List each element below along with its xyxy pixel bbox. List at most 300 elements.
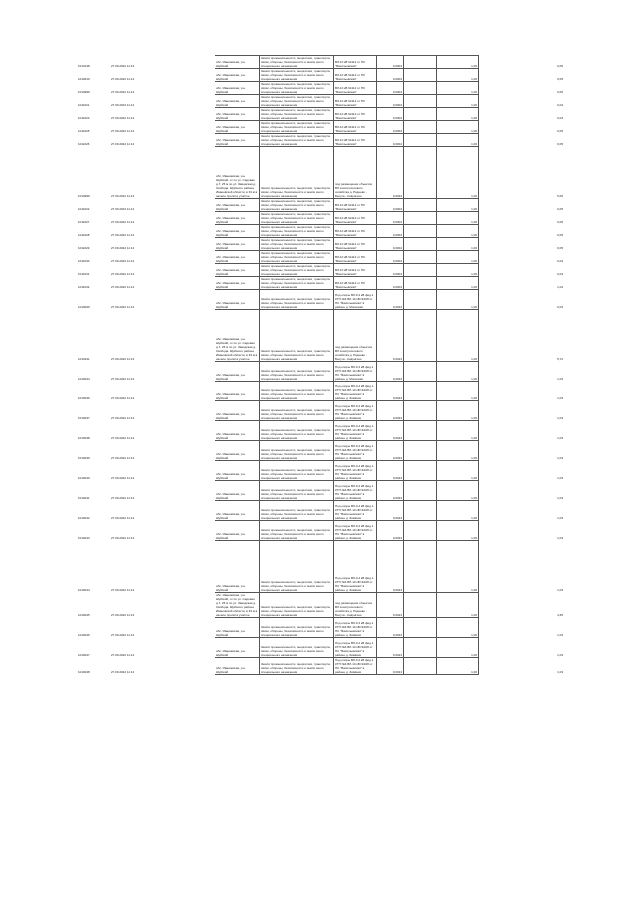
table-row — [77, 401, 565, 421]
cell-comment: под размещение объектов ВЛ электросетевого хозяйства д. Ряднево - Белуга - Ковригино — [334, 147, 377, 199]
cell-land-type: Земли промышленности, энергетики, транспорта, связи, обороны, безопасности и земли иного специального назначения — [260, 401, 334, 421]
cell-area: 0,0024 — [377, 310, 404, 362]
cell-id: 1011025 — [78, 129, 90, 133]
cell-comment: ВЛ-10 кВ №112 от ПС "Васильевская" — [334, 95, 377, 108]
cell-area: 0,0024 — [377, 147, 404, 199]
cell-empty — [152, 401, 215, 421]
cell-address: обл. Ивановская, р-н Шуйский — [215, 134, 260, 147]
cell-empty — [152, 421, 215, 441]
cell-land-type: Земли промышленности, энергетики, транспорта, связи, обороны, безопасности и земли иного специального назначения — [260, 134, 334, 147]
cell-empty — [479, 638, 516, 658]
cell-address: обл. Ивановская, р-н Шуйский — [215, 441, 260, 461]
cell-empty — [152, 225, 215, 238]
cell-comment: Под опоры ВЛ-0,4 кВ фид.1 КТП №4 ВЛ-10 кВ №108 от ПС "Васильевская" в районе д. Зимёнки — [334, 421, 377, 441]
cell-address: обл. Ивановская, р-н Шуйский — [215, 541, 260, 593]
cell-date: 27.09.2022 11:14 — [111, 142, 135, 146]
cell-empty — [404, 382, 437, 401]
cell-empty — [404, 541, 437, 593]
cell-address: обл. Ивановская, р-н Шуйский — [215, 56, 260, 69]
cell-id: 1010040 — [78, 476, 90, 480]
cell-address: обл. Ивановская, р-н Шуйский — [215, 95, 260, 108]
table-row — [77, 264, 565, 277]
cell-empty — [152, 82, 215, 95]
cell-date: 27.09.2022 11:14 — [111, 207, 135, 211]
cell-empty — [479, 238, 516, 251]
cell-land-type: Земли промышленности, энергетики, транспорта, связи, обороны, безопасности и земли иного специального назначения — [260, 121, 334, 134]
cell-comment: ВЛ-10 кВ №112 от ПС "Васильевская" — [334, 56, 377, 69]
cell-address: обл. Ивановская, р-н Шуйский, от по ул. Садовая д.7, 25 м по ул. Заводская д. Свобода. Шуйского района Ивановской области, в 33 м в начале пролёта участке — [215, 147, 260, 199]
cell-cost: 1,03 — [557, 536, 563, 540]
table-row — [77, 134, 565, 147]
table-row — [77, 225, 565, 238]
cell-land-type: Земли промышленности, энергетики, транспорта, связи, обороны, безопасности и земли иного специального назначения — [260, 658, 334, 675]
cell-land-type: Земли промышленности, энергетики, транспорта, связи, обороны, безопасности и земли иного специального назначения — [260, 290, 334, 310]
table-row — [77, 421, 565, 441]
table-row — [77, 69, 565, 82]
cell-empty — [404, 56, 437, 69]
cell-address: обл. Ивановская, р-н Шуйский — [215, 501, 260, 521]
cell-land-type: Земли промышленности, энергетики, транспорта, связи, обороны, безопасности и земли иного специального назначения — [260, 212, 334, 225]
cell-area: 0,0004 — [377, 108, 404, 121]
cell-land-type: Земли промышленности, энергетики, транспорта, связи, обороны, безопасности и земли иного специального назначения — [260, 310, 334, 362]
cell-date: 27.09.2022 11:14 — [111, 129, 135, 133]
cell-cost: 1,03 — [557, 516, 563, 520]
cell-date: 27.09.2022 11:14 — [111, 272, 135, 276]
cell-comment: Под опоры ВЛ-0,4 кВ фид.1 КТП №4 ВЛ-10 кВ №108 от ПС "Васильевская" в районе д. Зимёнки — [334, 521, 377, 541]
cell-date: 27.09.2022 11:14 — [111, 670, 135, 674]
cell-land-type: Земли промышленности, энергетики, транспорта, связи, обороны, безопасности и земли иного специального назначения — [260, 251, 334, 264]
cell-id: 1010036 — [78, 396, 90, 400]
cell-id: 1011026 — [78, 142, 90, 146]
cell-address: обл. Ивановская, р-н Шуйский — [215, 382, 260, 401]
table-row — [77, 108, 565, 121]
cell-cost: 1,03 — [557, 670, 563, 674]
cell-address: обл. Ивановская, р-н Шуйский — [215, 251, 260, 264]
cell-land-type: Земли промышленности, энергетики, транспорта, связи, обороны, безопасности и земли иного специального назначения — [260, 421, 334, 441]
cell-area: 0,0004 — [377, 212, 404, 225]
cell-area: 0,0024 — [377, 501, 404, 521]
cell-address: обл. Ивановская, р-н Шуйский — [215, 238, 260, 251]
cell-quantity: 1,00 — [437, 501, 479, 521]
cell-id: 1010138 — [78, 64, 90, 68]
cell-comment: Под опоры ВЛ-0,4 кВ фид.1 КТП №4 ВЛ-10 кВ №108 от ПС "Васильевская" в районе д. Зимёнки — [334, 501, 377, 521]
cell-empty — [404, 264, 437, 277]
cell-cost: 0,05 — [557, 77, 563, 81]
cell-quantity: 1,00 — [437, 264, 479, 277]
cell-quantity: 1,00 — [437, 593, 479, 618]
cell-cost: 1,03 — [557, 456, 563, 460]
cell-address: обл. Ивановская, р-н Шуйский — [215, 82, 260, 95]
cell-land-type: Земли промышленности, энергетики, транспорта, связи, обороны, безопасности и земли иного специального назначения — [260, 199, 334, 212]
cell-comment: ВЛ-10 кВ №112 от ПС "Васильевская" — [334, 277, 377, 290]
cell-quantity: 1,00 — [437, 108, 479, 121]
cell-area: 0,0004 — [377, 225, 404, 238]
cell-empty — [152, 521, 215, 541]
cell-area: 0,0004 — [377, 95, 404, 108]
cell-empty — [404, 501, 437, 521]
cell-id: 1010045 — [78, 613, 90, 617]
cell-id: 1010039 — [78, 456, 90, 460]
cell-comment: ВЛ-10 кВ №112 от ПС "Васильевская" — [334, 134, 377, 147]
registry-table-body — [77, 56, 565, 675]
cell-address: обл. Ивановская, р-н Шуйский — [215, 401, 260, 421]
cell-date: 27.09.2022 11:13 — [111, 64, 135, 68]
cell-quantity: 1,00 — [437, 481, 479, 501]
cell-empty — [479, 212, 516, 225]
table-row — [77, 638, 565, 658]
cell-land-type: Земли промышленности, энергетики, транспорта, связи, обороны, безопасности и земли иного специального назначения — [260, 638, 334, 658]
cell-area: 0,0004 — [377, 121, 404, 134]
cell-land-type: Земли промышленности, энергетики, транспорта, связи, обороны, безопасности и земли иного специального назначения — [260, 69, 334, 82]
cell-area: 0,0024 — [377, 401, 404, 421]
cell-quantity: 1,00 — [437, 238, 479, 251]
cell-empty — [152, 108, 215, 121]
cell-land-type: Земли промышленности, энергетики, транспорта, связи, обороны, безопасности и земли иного специального назначения — [260, 238, 334, 251]
table-row — [77, 95, 565, 108]
cell-address: обл. Ивановская, р-н Шуйский — [215, 225, 260, 238]
table-row — [77, 618, 565, 638]
cell-quantity: 1,00 — [437, 618, 479, 638]
cell-empty — [479, 401, 516, 421]
cell-comment: Под опоры ВЛ-0,4 кВ фид.1 КТП №4 ВЛ-10 кВ №108 от ПС "Васильевская" в районе д. Зимёнки — [334, 461, 377, 481]
cell-area: 0,0004 — [377, 264, 404, 277]
cell-empty — [479, 264, 516, 277]
cell-address: обл. Ивановская, р-н Шуйский — [215, 212, 260, 225]
cell-id: 1010047 — [78, 653, 90, 657]
cell-address: обл. Ивановская, р-н Шуйский — [215, 290, 260, 310]
cell-cost: 0,05 — [557, 129, 563, 133]
cell-cost: 0,05 — [557, 90, 563, 94]
cell-cost: 0,04 — [557, 259, 563, 263]
cell-date: 27.09.2022 11:14 — [111, 456, 135, 460]
cell-empty — [152, 264, 215, 277]
cell-empty — [152, 121, 215, 134]
cell-empty — [404, 147, 437, 199]
cell-empty — [479, 121, 516, 134]
cell-empty — [479, 225, 516, 238]
cell-area: 0,0004 — [377, 134, 404, 147]
cell-address: обл. Ивановская, р-н Шуйский — [215, 658, 260, 675]
cell-empty — [479, 593, 516, 618]
cell-empty — [479, 541, 516, 593]
cell-land-type: Земли промышленности, энергетики, транспорта, связи, обороны, безопасности и земли иного специального назначения — [260, 95, 334, 108]
cell-empty — [404, 121, 437, 134]
cell-empty — [479, 362, 516, 382]
cell-quantity: 1,00 — [437, 638, 479, 658]
cell-comment: Под опоры ВЛ-0,4 кВ фид.1 КТП №4 ВЛ-10 кВ №108 от ПС "Васильевская" в районе д. Михалево — [334, 290, 377, 310]
cell-cost: 1,03 — [557, 588, 563, 592]
cell-id: 1011031 — [78, 272, 90, 276]
cell-cost: 0,05 — [557, 142, 563, 146]
cell-empty — [152, 638, 215, 658]
cell-quantity: 1,00 — [437, 521, 479, 541]
cell-area: 0,0024 — [377, 521, 404, 541]
cell-address: обл. Ивановская, р-н Шуйский, от по ул. Садовая д.7, 25 м по ул. Заводская д. Свобода. Шуйского района Ивановской области, в 33 м в начале пролёта участке — [215, 310, 260, 362]
cell-land-type: Земли промышленности, энергетики, транспорта, связи, обороны, безопасности и земли иного специального назначения — [260, 481, 334, 501]
cell-area: 0,0004 — [377, 238, 404, 251]
table-row — [77, 382, 565, 401]
cell-date: 27.09.2022 11:14 — [111, 588, 135, 592]
cell-date: 27.09.2022 11:14 — [111, 220, 135, 224]
table-row — [77, 658, 565, 675]
cell-comment: ВЛ-10 кВ №112 от ПС "Васильевская" — [334, 121, 377, 134]
cell-id: 1011029 — [78, 246, 90, 250]
cell-date: 27.09.2022 11:14 — [111, 103, 135, 107]
cell-quantity: 1,00 — [437, 290, 479, 310]
cell-empty — [152, 238, 215, 251]
cell-area: 0,0024 — [377, 382, 404, 401]
cell-cost: 1,04 — [557, 285, 563, 289]
cell-empty — [404, 441, 437, 461]
cell-quantity: 1,00 — [437, 134, 479, 147]
cell-quantity: 1,00 — [437, 199, 479, 212]
cell-empty — [152, 618, 215, 638]
cell-id: 1010042 — [78, 516, 90, 520]
cell-address: обл. Ивановская, р-н Шуйский — [215, 69, 260, 82]
cell-address: обл. Ивановская, р-н Шуйский — [215, 264, 260, 277]
cell-quantity: 1,00 — [437, 401, 479, 421]
cell-empty — [479, 441, 516, 461]
cell-address: обл. Ивановская, р-н Шуйский — [215, 362, 260, 382]
cell-empty — [404, 593, 437, 618]
cell-empty — [152, 56, 215, 69]
cell-id: 1011028 — [78, 233, 90, 237]
cell-empty — [404, 362, 437, 382]
cell-empty — [404, 212, 437, 225]
cell-land-type: Земли промышленности, энергетики, транспорта, связи, обороны, безопасности и земли иного специального назначения — [260, 541, 334, 593]
cell-land-type: Земли промышленности, энергетики, транспорта, связи, обороны, безопасности и земли иного специального назначения — [260, 277, 334, 290]
table-row — [77, 362, 565, 382]
cell-empty — [479, 251, 516, 264]
cell-quantity: 1,00 — [437, 461, 479, 481]
cell-empty — [152, 95, 215, 108]
cell-area: 0,0004 — [377, 199, 404, 212]
cell-address: обл. Ивановская, р-н Шуйский — [215, 121, 260, 134]
cell-cost: 1,03 — [557, 653, 563, 657]
table-row — [77, 541, 565, 593]
cell-date: 27.09.2022 11:14 — [111, 116, 135, 120]
cell-land-type: Земли промышленности, энергетики, транспорта, связи, обороны, безопасности и земли иного специального назначения — [260, 461, 334, 481]
cell-empty — [152, 69, 215, 82]
cell-address: обл. Ивановская, р-н Шуйский — [215, 199, 260, 212]
cell-address: обл. Ивановская, р-н Шуйский — [215, 421, 260, 441]
cell-area: 0,0024 — [377, 618, 404, 638]
cell-empty — [404, 481, 437, 501]
cell-quantity: 1,00 — [437, 95, 479, 108]
cell-quantity: 1,00 — [437, 225, 479, 238]
table-row — [77, 212, 565, 225]
cell-quantity: 1,00 — [437, 82, 479, 95]
cell-area: 0,0024 — [377, 362, 404, 382]
cell-id: 1010044 — [78, 588, 90, 592]
cell-id: 1010041 — [78, 496, 90, 500]
cell-cost: 0,05 — [557, 207, 563, 211]
table-row — [77, 121, 565, 134]
cell-id: 1011023 — [78, 116, 90, 120]
cell-empty — [152, 212, 215, 225]
cell-address: обл. Ивановская, р-н Шуйский — [215, 277, 260, 290]
cell-quantity: 1,00 — [437, 251, 479, 264]
cell-date: 27.09.2022 11:14 — [111, 476, 135, 480]
cell-land-type: Земли промышленности, энергетики, транспорта, связи, обороны, безопасности и земли иного специального назначения — [260, 264, 334, 277]
cell-date: 27.09.2022 11:14 — [111, 436, 135, 440]
table-row — [77, 593, 565, 618]
cell-id: 1010034 — [78, 377, 90, 381]
cell-empty — [404, 421, 437, 441]
table-row — [77, 290, 565, 310]
cell-date: 27.09.2022 11:14 — [111, 536, 135, 540]
cell-empty — [152, 362, 215, 382]
cell-date: 27.09.2022 11:13 — [111, 377, 135, 381]
cell-empty — [404, 638, 437, 658]
cell-quantity: 1,00 — [437, 362, 479, 382]
table-row — [77, 521, 565, 541]
cell-cost: 0,04 — [557, 116, 563, 120]
cell-land-type: Земли промышленности, энергетики, транспорта, связи, обороны, безопасности и земли иного специального назначения — [260, 82, 334, 95]
cell-address: обл. Ивановская, р-н Шуйский, от по ул. Садовая д.7, 25 м по ул. Заводская д. Свобода. Шуйского района Ивановской области, в 33 м в начале пролёта участке — [215, 593, 260, 618]
cell-date: 27.09.2022 11:14 — [111, 516, 135, 520]
cell-empty — [404, 108, 437, 121]
cell-empty — [404, 225, 437, 238]
cell-empty — [479, 69, 516, 82]
cell-land-type: Земли промышленности, энергетики, транспорта, связи, обороны, безопасности и земли иного специального назначения — [260, 501, 334, 521]
table-row — [77, 277, 565, 290]
cell-address: обл. Ивановская, р-н Шуйский — [215, 108, 260, 121]
cell-area: 0,0024 — [377, 421, 404, 441]
cell-comment: Под опоры ВЛ-0,4 кВ фид.1 КТП №4 ВЛ-10 кВ №108 от ПС "Васильевская" в районе д. Михалево — [334, 362, 377, 382]
cell-empty — [404, 199, 437, 212]
cell-date: 27.09.2022 11:14 — [111, 496, 135, 500]
cell-id: 1010048 — [78, 670, 90, 674]
cell-area: 0,0004 — [377, 82, 404, 95]
cell-empty — [152, 310, 215, 362]
cell-comment: под размещение объектов ВЛ электросетевого хозяйства д. Ряднево - Белуга - Ковригино — [334, 593, 377, 618]
table-row — [77, 441, 565, 461]
cell-empty — [152, 541, 215, 593]
cell-empty — [479, 658, 516, 675]
cell-comment: Под опоры ВЛ-0,4 кВ фид.1 КТП №4 ВЛ-10 кВ №108 от ПС "Васильевская" в районе д. Зимёнки — [334, 441, 377, 461]
cell-land-type: Земли промышленности, энергетики, транспорта, связи, обороны, безопасности и земли иного специального назначения — [260, 382, 334, 401]
cell-empty — [404, 618, 437, 638]
registry-sheet — [76, 55, 564, 675]
cell-quantity: 1,00 — [437, 121, 479, 134]
cell-comment: ВЛ-10 кВ №112 от ПС "Васильевская" — [334, 199, 377, 212]
cell-area: 0,0024 — [377, 658, 404, 675]
cell-empty — [152, 382, 215, 401]
cell-date: 27.09.2022 11:14 — [111, 233, 135, 237]
table-row — [77, 481, 565, 501]
cell-cost: 4,65 — [557, 613, 563, 617]
cell-id: 1010000 — [78, 305, 90, 309]
cell-cost: 0,05 — [557, 233, 563, 237]
cell-id: 1010038 — [78, 436, 90, 440]
cell-empty — [404, 658, 437, 675]
cell-cost: 0,05 — [557, 64, 563, 68]
cell-empty — [404, 461, 437, 481]
cell-quantity: 1,00 — [437, 277, 479, 290]
cell-id: 1011030 — [78, 259, 90, 263]
cell-address: обл. Ивановская, р-н Шуйский — [215, 461, 260, 481]
cell-empty — [152, 461, 215, 481]
cell-comment: ВЛ-10 кВ №112 от ПС "Васильевская" — [334, 69, 377, 82]
cell-cost: 0,05 — [557, 220, 563, 224]
cell-cost: 0,05 — [557, 246, 563, 250]
cell-cost: 0,03 — [557, 305, 563, 309]
cell-land-type: Земли промышленности, энергетики, транспорта, связи, обороны, безопасности и земли иного специального назначения — [260, 618, 334, 638]
cell-quantity: 1,00 — [437, 212, 479, 225]
table-row — [77, 199, 565, 212]
cell-cost: 5,72 — [557, 357, 563, 361]
cell-area: 0,0024 — [377, 593, 404, 618]
cell-area: 0,0024 — [377, 290, 404, 310]
cell-empty — [479, 108, 516, 121]
cell-date: 27.09.2022 11:14 — [111, 653, 135, 657]
cell-comment: Под опоры ВЛ-0,4 кВ фид.1 КТП №4 ВЛ-10 кВ №108 от ПС "Васильевская" в районе д. Зимёнки — [334, 618, 377, 638]
cell-empty — [152, 199, 215, 212]
cell-date: 27.09.2022 11:14 — [111, 633, 135, 637]
cell-empty — [404, 95, 437, 108]
cell-date: 27.09.2022 11:13 — [111, 194, 135, 198]
cell-comment: ВЛ-10 кВ №112 от ПС "Васильевская" — [334, 82, 377, 95]
table-row — [77, 238, 565, 251]
cell-comment: Под опоры ВЛ-0,4 кВ фид.1 КТП №4 ВЛ-10 кВ №108 от ПС "Васильевская" в районе д. Зимёнки — [334, 481, 377, 501]
cell-empty — [404, 521, 437, 541]
cell-empty — [479, 95, 516, 108]
cell-comment: Под опоры ВЛ-0,4 кВ фид.1 КТП №4 ВЛ-10 кВ №108 от ПС "Васильевская" в районе д. Зимёнки — [334, 638, 377, 658]
cell-cost: 0,04 — [557, 103, 563, 107]
table-row — [77, 251, 565, 264]
cell-empty — [479, 481, 516, 501]
cell-empty — [479, 618, 516, 638]
cell-date: 27.09.2022 11:13 — [111, 357, 135, 361]
cell-cost: 1,03 — [557, 377, 563, 381]
cell-comment: Под опоры ВЛ-0,4 кВ фид.1 КТП №4 ВЛ-10 кВ №108 от ПС "Васильевская" в районе д. Зимёнки — [334, 382, 377, 401]
cell-comment: под размещение объектов ВЛ электросетевого хозяйства д. Ряднево - Белуга - Ковригино — [334, 310, 377, 362]
cell-land-type: Земли промышленности, энергетики, транспорта, связи, обороны, безопасности и земли иного специального назначения — [260, 225, 334, 238]
cell-id: 1011021 — [78, 103, 90, 107]
cell-quantity: 1,00 — [437, 69, 479, 82]
cell-empty — [479, 82, 516, 95]
cell-land-type: Земли промышленности, энергетики, транспорта, связи, обороны, безопасности и земли иного специального назначения — [260, 441, 334, 461]
cell-empty — [479, 382, 516, 401]
cell-empty — [479, 277, 516, 290]
cell-cost: 1,03 — [557, 436, 563, 440]
cell-empty — [479, 421, 516, 441]
cell-empty — [152, 134, 215, 147]
cell-cost: 1,03 — [557, 416, 563, 420]
cell-quantity: 1,00 — [437, 441, 479, 461]
cell-empty — [152, 481, 215, 501]
cell-empty — [479, 56, 516, 69]
cell-area: 0,0004 — [377, 56, 404, 69]
cell-date: 27.09.2022 11:14 — [111, 285, 135, 289]
cell-empty — [404, 251, 437, 264]
cell-quantity: 1,00 — [437, 541, 479, 593]
cell-empty — [479, 461, 516, 481]
cell-cost: 0,04 — [557, 272, 563, 276]
cell-comment: Под опоры ВЛ-0,4 кВ фид.1 КТП №4 ВЛ-10 кВ №108 от ПС "Васильевская" в районе д. Зимёнки — [334, 541, 377, 593]
cell-empty — [479, 134, 516, 147]
cell-land-type: Земли промышленности, энергетики, транспорта, связи, обороны, безопасности и земли иного специального назначения — [260, 593, 334, 618]
cell-land-type: Земли промышленности, энергетики, транспорта, связи, обороны, безопасности и земли иного специального назначения — [260, 362, 334, 382]
cell-comment: ВЛ-10 кВ №112 от ПС "Васильевская" — [334, 225, 377, 238]
cell-id: 1010046 — [78, 633, 90, 637]
table-row — [77, 82, 565, 95]
cell-id: 1011022 — [78, 207, 90, 211]
cell-date: 27.09.2022 11:14 — [111, 246, 135, 250]
cell-date: 27.09.2022 11:14 — [111, 305, 135, 309]
cell-comment: ВЛ-10 кВ №112 от ПС "Васильевская" — [334, 108, 377, 121]
